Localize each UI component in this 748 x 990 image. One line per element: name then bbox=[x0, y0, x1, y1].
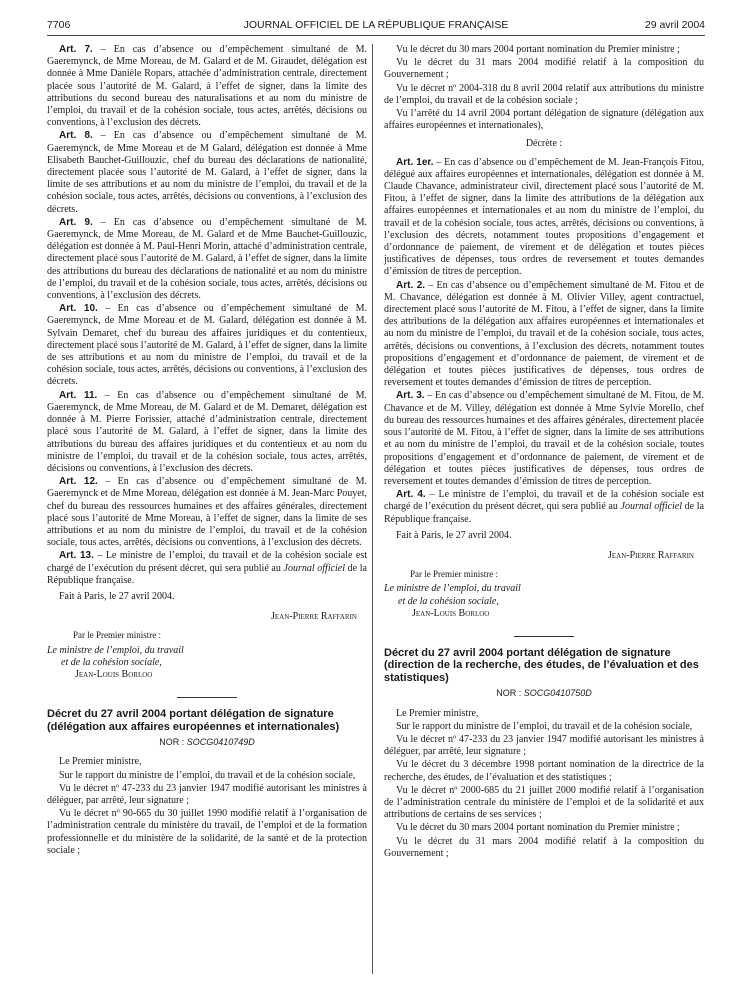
article-label: Art. 8. bbox=[59, 130, 93, 142]
byline: Par le Premier ministre : bbox=[410, 569, 498, 580]
decree-visa: Vu le décret nº 47-233 du 23 janvier 1947 modifié autorisant les ministres à déléguer, par arrêté, leur signature ; bbox=[47, 782, 367, 806]
article-11 bbox=[47, 390, 367, 475]
article-text: – En cas d’absence ou d’empêchement simultané de M. Gaeremynck, de Mme Moreau, de M. Galard et de M. Demaret, délégation est donnée à M. Pierre Forissier, attaché d’administration centrale, directement placé sous l’autorité de M. Galard, à l’effet de signer, dans la limite des attributions du bureau des affaires juridiques et du contentieux et au nom du ministre de l’emploi, du travail et de la cohésion sociale, tous actes, arrêtés, décisions ou conventions, à l’exclusion des décrets. bbox=[47, 389, 367, 474]
article-label: Art. 11. bbox=[59, 389, 98, 401]
decree-preamble: Le Premier ministre, bbox=[396, 707, 479, 719]
article-label: Art. 4. bbox=[396, 489, 426, 501]
article-12 bbox=[47, 476, 367, 549]
decree-visa: Vu le décret nº 2000-685 du 21 juillet 2000 modifié relatif à l’organisation de l’administration centrale du ministère de l’emploi et de la solidarité et aux attributions de certains de ses services ; bbox=[384, 784, 704, 821]
article-label: Art. 1er. bbox=[396, 156, 434, 168]
byline: Par le Premier ministre : bbox=[73, 630, 161, 641]
journal-name: Journal officiel bbox=[620, 501, 683, 513]
minister-title-cont: et de la cohésion sociale, bbox=[398, 595, 499, 607]
nor-label: NOR : bbox=[496, 688, 524, 699]
article-text-end: de la République française. bbox=[384, 501, 704, 525]
decree-visa: Vu le décret nº 90-665 du 30 juillet 1990 modifié relatif à l’organisation de l’administration centrale du ministère du travail, de l’emploi et de la formation professionnelle et du ministère de la solidarité, de la santé et de la protection sociale ; bbox=[47, 808, 367, 856]
publication-date: 29 avril 2004 bbox=[644, 19, 705, 31]
article-label: Art. 3. bbox=[396, 390, 425, 402]
article-text: – En cas d’absence ou d’empêchement simultané de M. Gaeremynck, de Mme Moreau et de M Galard, délégation est donnée à Mme Elisabeth Bauchet-Guillouzic, chef du bureau des déclarations de nationalité, directement placée sous l’autorité de M. Galard, à l’effet de signer, dans la limite de ses attributions et au nom du ministre de l’emploi, du travail et de la cohésion sociale, tous actes, arrêtés, décisions ou conventions, à l’exclusion des décrets. bbox=[47, 130, 368, 215]
minister-name: Jean-Louis Borloo bbox=[412, 607, 490, 619]
minister-name: Jean-Louis Borloo bbox=[75, 668, 153, 680]
decree-preamble: Le Premier ministre, bbox=[59, 756, 142, 768]
article-text: – Le ministre de l’emploi, du travail et de la cohésion sociale est chargé de l’exécution du présent décret, qui sera publié au bbox=[47, 550, 367, 574]
decree-visa: Vu le décret du 30 mars 2004 portant nomination du Premier ministre ; bbox=[396, 44, 680, 55]
article-text-end: de la République française. bbox=[47, 562, 367, 586]
article-2 bbox=[384, 280, 704, 390]
decree-visa: Vu le décret du 31 mars 2004 modifié relatif à la composition du Gouvernement ; bbox=[384, 835, 704, 859]
right-column bbox=[384, 44, 704, 861]
article-label: Art. 7. bbox=[59, 44, 93, 55]
article-text: – En cas d’absence ou d’empêchement simultané de M. Gaeremynck et de Mme Moreau, délégation est donnée à M. Jean-Marc Pouyet, chef du bureau des ressources humaines et des affaires générales, directement placé sous l’autorité de Mme Moreau, à l’effet de signer, dans la limite de ses attributions et au nom du ministre de l’emploi, du travail et de la cohésion sociale, tous actes, arrêtés, décisions ou conventions, à l’exclusion des décrets. bbox=[47, 476, 368, 549]
decree-visa: Vu le décret du 31 mars 2004 modifié relatif à la composition du Gouvernement ; bbox=[384, 57, 704, 81]
article-8 bbox=[47, 130, 367, 215]
article-label: Art. 9. bbox=[59, 216, 93, 228]
publication-title: JOURNAL OFFICIEL DE LA RÉPUBLIQUE FRANÇAISE bbox=[243, 19, 509, 31]
decree-dispositif: Décrète : bbox=[525, 138, 563, 150]
nor-code: SOCG0410749D bbox=[186, 737, 255, 748]
article-label: Art. 12. bbox=[59, 476, 98, 488]
article-3 bbox=[384, 390, 704, 488]
nor-label: NOR : bbox=[159, 737, 187, 748]
decree-title: Décret du 27 avril 2004 portant délégation de signature (délégation aux affaires européennes et internationales) bbox=[47, 708, 340, 733]
decree-title: Décret du 27 avril 2004 portant délégation de signature (direction de la recherche, des études, de l’évaluation et des statistiques) bbox=[384, 646, 699, 684]
article-text: – En cas d’absence ou d’empêchement simultané de M. Gaeremynck, de Mme Moreau et de M. Galard, délégation est donnée à M. Sylvain Demaret, chef du bureau des affaires juridiques et du contentieux, directement placé sous l’autorité de M. Galard, à l’effet de signer, dans la limite de ses attributions et au nom du ministre de l’emploi, du travail et de la cohésion sociale, tous actes, arrêtés, décisions ou conventions, à l’exclusion des décrets. bbox=[47, 303, 368, 388]
decree-visa: Vu le décret du 3 décembre 1998 portant nomination de la directrice de la recherche, des études, de l’évaluation et des statistiques ; bbox=[384, 759, 704, 783]
minister-title-cont: et de la cohésion sociale, bbox=[61, 656, 162, 668]
page-number: 7706 bbox=[47, 19, 71, 31]
minister-title: Le ministre de l’emploi, du travail bbox=[384, 583, 521, 595]
decree-visa: Sur le rapport du ministre de l’emploi, du travail et de la cohésion sociale, bbox=[59, 769, 356, 781]
signature-place-date: Fait à Paris, le 27 avril 2004. bbox=[396, 529, 512, 541]
article-1 bbox=[384, 157, 704, 279]
article-label: Art. 2. bbox=[396, 279, 426, 291]
nor-code: SOCG0410750D bbox=[523, 688, 592, 699]
article-label: Art. 10. bbox=[59, 303, 98, 315]
nor-reference bbox=[47, 736, 367, 748]
article-text: – Le ministre de l’emploi, du travail et de la cohésion sociale est chargé de l’exécution du présent décret, qui sera publié au bbox=[384, 489, 704, 513]
signer-name: Jean-Pierre Raffarin bbox=[608, 549, 694, 561]
article-10 bbox=[47, 303, 367, 388]
page-header bbox=[47, 16, 705, 40]
article-text: – En cas d’absence ou d’empêchement simultané de M. Gaeremynck, de Mme Moreau, de M. Galard et de Mme Bauchet-Guillouzic, délégation est donnée à M. Paul-Henri Morin, attaché d’administration centrale, directement placé sous l’autorité de M. Galard, à l’effet de signer, dans la limite des attributions du bureau des déclarations de nationalité et au nom du ministre de l’emploi, du travail et de la cohésion sociale, tous actes, arrêtés, décisions ou conventions, à l’exclusion des décrets. bbox=[47, 216, 368, 302]
article-text: – En cas d’absence ou d’empêchement simultané de M. Gaeremynck, de Mme Moreau, de M. Galard et de M. Giraudet, délégation est donnée à Mme Danièle Ropars, attachée d’administration centrale, directement placée sous l’autorité de M. Galard, à l’effet de signer, dans la limite des attributions du second bureau des naturalisations et au nom du ministre de l’emploi, du travail et de la cohésion sociale, tous actes, arrêtés, décisions ou conventions, à l’exclusion des décrets. bbox=[47, 44, 368, 129]
decree-visa: Vu le décret nº 2004-318 du 8 avril 2004 relatif aux attributions du ministre de l’emploi, du travail et de la cohésion sociale ; bbox=[384, 82, 704, 106]
article-7 bbox=[47, 44, 367, 129]
header-rule bbox=[47, 35, 705, 36]
article-4 bbox=[384, 489, 704, 526]
decree-visa: Sur le rapport du ministre de l’emploi, du travail et de la cohésion sociale, bbox=[396, 720, 693, 732]
section-separator bbox=[177, 697, 237, 698]
article-text: – En cas d’absence ou d’empêchement simultané de M. Fitou et de M. Chavance, délégation est donnée à M. Olivier Villey, agent contractuel, directement placé sous l’autorité de M. Fitou, à l’effet de signer, dans la limite des attributions de la délégation aux affaires européennes et internationales et au nom du ministre de l’emploi, du travail et de la cohésion sociale, tous actes, arrêtés, décisions ou conventions, à l’exclusion des décrets, notamment toutes propositions d’engagement et d’ordonnance de paiement, de virement et de délégation et toutes pièces justificatives de dépenses, tous ordres de reversement et toutes demandes d’émission de titres de perception. bbox=[384, 279, 704, 389]
left-column bbox=[47, 44, 367, 858]
decree-visa: Vu l’arrêté du 14 avril 2004 portant délégation de signature (délégation aux affaires européennes et internationales), bbox=[384, 108, 704, 132]
article-9 bbox=[47, 217, 367, 302]
decree-visa: Vu le décret nº 47-233 du 23 janvier 1947 modifié autorisant les ministres à déléguer, par arrêté, leur signature ; bbox=[384, 734, 704, 758]
article-label: Art. 13. bbox=[59, 550, 94, 562]
minister-title: Le ministre de l’emploi, du travail bbox=[47, 644, 184, 656]
article-text: – En cas d’absence ou d’empêchement simultané de M. Fitou, de M. Chavance et de M. Villey, délégation est donnée à Mme Sylvie Morello, chef du bureau des ressources humaines et des affaires générales, directement placée sous l’autorité de M. Fitou, à l’effet de signer, dans la limite de ses attributions et au nom du ministre de l’emploi, du travail et de la cohésion sociale, toutes propositions d’engagement et d’ordonnance de paiement, de virement et de délégation et toutes pièces justificatives de dépenses, tous ordres de reversement et toutes demandes d’émission de titres de perception. bbox=[384, 390, 704, 487]
signer-name: Jean-Pierre Raffarin bbox=[271, 611, 357, 623]
column-divider bbox=[372, 44, 373, 974]
signature-place-date: Fait à Paris, le 27 avril 2004. bbox=[59, 590, 175, 602]
decree-visa: Vu le décret du 30 mars 2004 portant nomination du Premier ministre ; bbox=[396, 822, 680, 834]
article-text: – En cas d’absence ou d’empêchement de M. Jean-François Fitou, délégué aux affaires européennes et internationales, délégation est donnée à M. Claude Chavance, administrateur civil, directement placé sous l’autorité de M. Fitou, à l’effet de signer, dans la limite des attributions de la délégation aux affaires européennes et internationales et au nom du ministre de l’emploi, du travail et de la cohésion sociale, tous actes, arrêtés, décisions ou conventions, à l’exclusion des décrets, notamment toutes propositions d’engagement et d’ordonnance de paiement, de virement et de délégation et toutes pièces justificatives de dépenses, tous ordres de reversement et toutes demandes d’émission de titres de perception. bbox=[384, 156, 704, 278]
article-13 bbox=[47, 550, 367, 587]
section-separator bbox=[514, 636, 574, 637]
nor-reference bbox=[384, 687, 704, 699]
journal-name: Journal officiel bbox=[283, 562, 346, 574]
